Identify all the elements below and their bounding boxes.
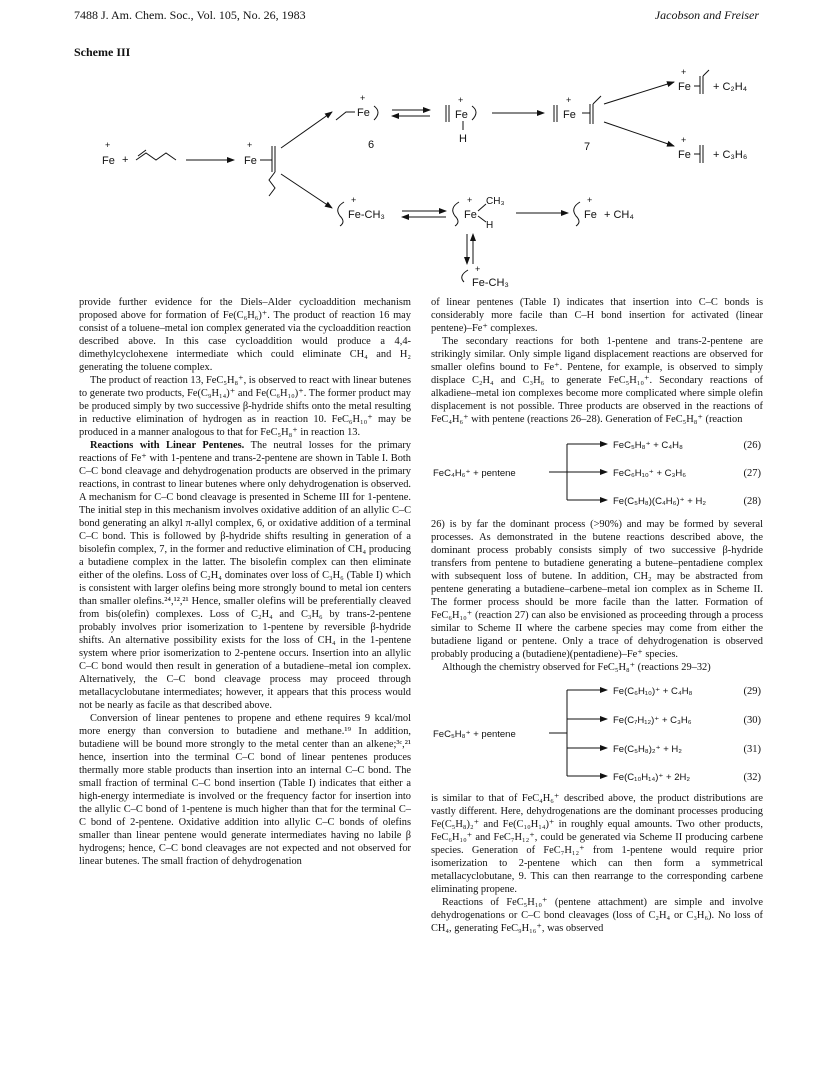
left-paragraph-1: provide further evidence for the Diels–Alder cycloaddition mechanism proposed above for formation of Fe(C₆H₆)⁺. The product of reaction 16 may consist of a toluene–metal ion complex generated via the cycloaddition reaction described above. In this case cycloaddition would produce a 4,4-dimethylcyclohexene intermediate which could eliminate CH₄ and H₂ generating the toluene complex.: [79, 297, 411, 373]
right-column: [431, 296, 763, 935]
scheme-iii-diagram: [74, 60, 754, 295]
fe-propene-product: Fe: [678, 149, 691, 161]
reactions-29-32: [431, 680, 763, 786]
running-header-authors: Jacobson and Freiser: [654, 8, 759, 22]
fe-methyl-isomer: Fe-CH₃: [472, 277, 509, 289]
product-28: Fe(C₅H₈)(C₄H₆)⁺ + H₂: [613, 496, 707, 507]
eq-num-26: (26): [743, 440, 761, 451]
fe-charge: +: [105, 140, 111, 150]
reactions-26-28: [431, 432, 763, 512]
reactant-26-28: FeC₄H₆⁺ + pentene: [433, 468, 516, 479]
product-27: FeC₆H₁₀⁺ + C₃H₆: [613, 468, 687, 479]
reactant-29-32: FeC₅H₈⁺ + pentene: [433, 729, 516, 740]
svg-text:+: +: [467, 195, 473, 205]
fe-complex: Fe: [244, 155, 257, 167]
svg-text:CH₃: CH₃: [486, 196, 505, 207]
right-paragraph-3: 26) is by far the dominant process (>90%) and may be formed by several processes. As demonstrated in the butene reactions described above, the dominant process probably consists simply of two successive β-hydride transfers from pentene to butadiene generating a butene–pentadiene complex with subsequent loss of butene. In addition, CH₂ may be abstracted from pentene generating a butadiene–carbene–metal ion complex as in Scheme II. The former process should be more facile than the latter. Formation of FeC₆H₁₀⁺ (reaction 27) can also be envisioned as proceeding through a process similar to Scheme II where the carbene species may come from either the butadiene ligand or pentene. Only a trace of dehydrogenation is observed probably producing a (butadiene)(pentadiene)–Fe⁺ species.: [431, 519, 763, 660]
fe-hydride: Fe: [455, 109, 468, 121]
fe-reactant: Fe: [102, 155, 115, 167]
right-paragraph-6: Reactions of FeC₅H₁₀⁺ (pentene attachment) are simple and involve dehydrogenations or C–C bond cleavages (loss of C₂H₄ or C₃H₆). No loss of CH₄, generating FeC₉H₁₆⁺, was observed: [431, 897, 763, 934]
svg-text:+: +: [458, 95, 464, 105]
left-paragraph-4: Conversion of linear pentenes to propene and ethene requires 9 kcal/mol more energy than conversion to butadiene and methane.¹⁹ In addition, butadiene will be bound more strongly to the metal center than an alkene;³ᶜ,²¹ hence, insertion into the terminal C–C bond of linear pentenes produces thermally more stable products than insertion into an internal C–C bond. The small fraction of terminal C–C bond insertion (Table I) indicates that either a high-energy intermediate is involved or the frequency factor for insertion into the allylic C–C bond of 1-pentene is much higher than that for the terminal C–C bond of 2-pentene. Oxidative addition into allylic C–C bonds of olefins smaller than linear pentene would generate intermediates having no labile β hydrogens; hence, C–C bond cleavages are not expected and not observed for linear butenes. The small fraction of dehydrogenation: [79, 713, 411, 867]
svg-text:+: +: [566, 95, 572, 105]
product-31: Fe(C₅H₈)₂⁺ + H₂: [613, 744, 682, 755]
svg-text:+: +: [360, 93, 366, 103]
c2h4-loss: + C₂H₄: [713, 81, 748, 93]
eq-num-28: (28): [743, 496, 761, 507]
svg-text:+: +: [681, 67, 687, 77]
right-paragraph-1: of linear pentenes (Table I) indicates that insertion into C–C bonds is considerably more facile than C–H bond insertion for activated (linear pentene)–Fe⁺ complexes.: [431, 297, 763, 334]
eq-num-31: (31): [743, 744, 761, 755]
fe-methyl-hydride: Fe: [464, 209, 477, 221]
fe-bisolefin-7: Fe: [563, 109, 576, 121]
svg-text:+: +: [351, 195, 357, 205]
fe-ethene-product: Fe: [678, 81, 691, 93]
svg-text:H: H: [486, 220, 494, 231]
left-paragraph-3: Reactions with Linear Pentenes. The neutral losses for the primary reactions of Fe⁺ with 1-pentene and trans-2-pentene are shown in Table I. Both C–C bond cleavage and dehydrogenation products are observed in the primary reactions, in contrast to linear butenes where only dehydrogenation is observed. A mechanism for C–C bond cleavage is presented in Scheme III for 1-pentene. The initial step in this mechanism involves oxidative addition of an allylic C–C bond generating an alkyl π-allyl complex, 6, or oxidative addition of a terminal C–C bond. This is followed by β-hydride shifts resulting in generation of a bisolefin complex, 7, in the former and reductive elimination of CH₄ producing a butadiene complex in the latter. The bisolefin complex can then eliminate either of the olefins. Loss of C₂H₄ dominates over loss of C₃H₆ (Table I) which is consistent with larger olefins being more strongly bound to metal ion centers than smaller olefins.²⁴,¹²,²¹ Hence, smaller olefins will be preferentially cleaved from bis(olefin) complexes. Loss of C₂H₄ and C₃H₆ by trans-2-pentene probably involves prior isomerization to 1-pentene by reversible β-hydride shifts. An alternative possibility exists for the loss of CH₄ in the 1-pentene system where prior isomerization to 2-pentene occurs. Insertion into an allylic C–C bond would then result in generation of a butadiene–metal ion complex. Alternatively, the C–C bond cleavage process may proceed through metallacyclobutane intermediates; however, it appears that this process would not be nearly as facile as that described above.: [79, 440, 411, 711]
left-paragraph-2: The product of reaction 13, FeC₅H₈⁺, is observed to react with linear butenes to generate two products, Fe(C₉H₁₄)⁺ and Fe(C₆H₁₀)⁺. The former product may be produced simply by two successive β-hydride shifts onto the metal resulting in reductive elimination of hydrogen as in reaction 10. FeC₆H₁₀⁺ may be produced in a manner analogous to that for FeC₅H₈⁺ in reaction 13.: [79, 375, 411, 438]
scheme-label: Scheme III: [74, 45, 131, 59]
svg-text:+: +: [247, 140, 253, 150]
svg-text:+: +: [681, 135, 687, 145]
right-paragraph-5: is similar to that of FeC₄H₆⁺ described above, the product distributions are vastly different. Here, dehydrogenations are the dominant processes producing Fe(C₅H₈)₂⁺ and Fe(C₁₀H₁₄)⁺ in roughly equal amounts. Two other products, FeC₆H₁₀⁺ and FeC₇H₁₂⁺, could be generated via Scheme II producing carbene species. Generation of FeC₇H₁₂⁺ from 1-pentene would require prior isomerization to 2-pentene which can then form a symmetrical metallacyclobutane, 9. This can then rearrange to the corresponding carbene eliminating propene.: [431, 793, 763, 895]
pentene-structure: [136, 153, 176, 160]
eq-num-32: (32): [743, 772, 761, 783]
fe-butadiene-product: Fe: [584, 209, 597, 221]
eq-num-30: (30): [743, 715, 761, 726]
eq-num-27: (27): [743, 468, 761, 479]
running-header-citation: 7488 J. Am. Chem. Soc., Vol. 105, No. 26, 1983: [74, 8, 306, 22]
fe-allyl-6: Fe: [357, 107, 370, 119]
plus-sign: +: [122, 154, 129, 166]
product-30: Fe(C₇H₁₂)⁺ + C₃H₆: [613, 715, 692, 726]
product-26: FeC₅H₈⁺ + C₄H₈: [613, 440, 683, 451]
compound-7-label: 7: [584, 141, 591, 153]
svg-text:+: +: [587, 195, 593, 205]
ch4-loss: + CH₄: [604, 209, 634, 221]
left-column: [79, 296, 411, 868]
eq-num-29: (29): [743, 686, 761, 697]
product-29: Fe(C₆H₁₀)⁺ + C₄H₈: [613, 686, 693, 697]
product-32: Fe(C₁₀H₁₄)⁺ + 2H₂: [613, 772, 691, 783]
fe-methyl-complex: Fe-CH₃: [348, 209, 385, 221]
right-paragraph-2: The secondary reactions for both 1-pentene and trans-2-pentene are strikingly similar. Only simple ligand displacement reactions are observed for smaller olefins bound to Fe⁺. Pentene, for example, is observed to simply displace C₂H₄ and C₃H₆ to generate FeC₅H₁₀⁺. Secondary reactions of alkadiene–metal ion complexes become more complicated where simple olefin displacement is not possible. Three products are observed in the reactions of FeC₄H₆⁺ with pentene (reactions 26–28). Generation of FeC₅H₈⁺ (reaction: [431, 336, 763, 425]
compound-6-label: 6: [368, 139, 375, 151]
c3h6-loss: + C₃H₆: [713, 149, 748, 161]
section-heading-linear-pentenes: Reactions with Linear Pentenes.: [90, 440, 245, 451]
hydride-h: H: [459, 133, 467, 145]
right-paragraph-4: Although the chemistry observed for FeC₅H₈⁺ (reactions 29–32): [442, 662, 711, 673]
svg-text:+: +: [475, 264, 481, 274]
